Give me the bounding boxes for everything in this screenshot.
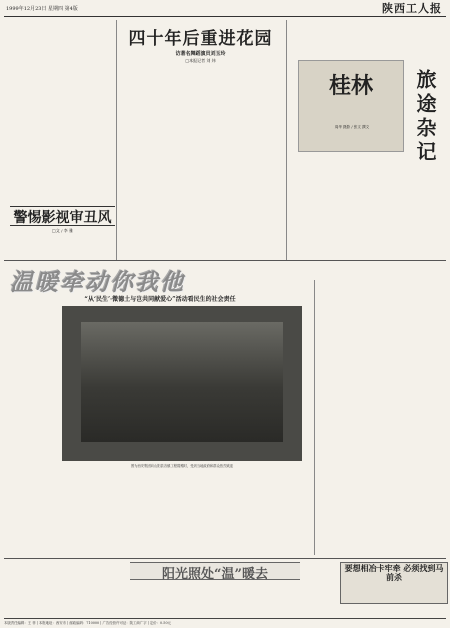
special-body bbox=[62, 472, 302, 556]
column-rule bbox=[116, 20, 117, 260]
article-body-text bbox=[6, 20, 114, 204]
special-photo bbox=[62, 306, 302, 461]
special-subtitle: “从‘民生’·微德土与岂共同献爱心”活动看民生的社会责任 bbox=[84, 296, 236, 303]
section-divider bbox=[4, 260, 446, 261]
bottom-banner: 阳光照处“温”暖去 bbox=[130, 562, 300, 580]
article1-byline: □本报记者 刘 炜 bbox=[185, 58, 216, 63]
bottom-ad-box bbox=[340, 562, 448, 604]
feature-box-title: 桂林 bbox=[328, 73, 373, 99]
feature-photo-box bbox=[298, 60, 404, 152]
bottom-text bbox=[130, 582, 335, 614]
column-rule bbox=[286, 20, 287, 260]
column-rule bbox=[314, 280, 315, 555]
section-divider bbox=[4, 558, 446, 559]
right-column-body bbox=[290, 152, 406, 256]
special-body bbox=[318, 270, 446, 556]
photo-content bbox=[81, 322, 283, 443]
masthead bbox=[4, 2, 446, 17]
article1-subtitle: 访著名舞蹈演员刘玉玲 bbox=[175, 51, 226, 57]
article1-headline: 四十年后重进花园 bbox=[128, 29, 273, 49]
photo-caption: 图为西安集团向山阳县各镇工程捐赠时，受到当地政府和群众热烈欢迎 bbox=[130, 464, 234, 468]
bottom-ad-title: 要想相冶卡牢牵 必须找到马前杀 bbox=[344, 563, 444, 582]
article1-body bbox=[118, 66, 284, 256]
right-column-text bbox=[290, 20, 404, 58]
page-footer: 本版责任编辑：王 菲 | 本报地址：西安市 | 邮政编码：710000 | 广告经营许可证：陕工商广字 | 定价：0.50元 bbox=[4, 618, 446, 627]
issue-date: 1999年12月23日 星期四 第4版 bbox=[6, 6, 78, 12]
bottom-text bbox=[6, 562, 126, 614]
article2-byline: □文 / 李 雅 bbox=[52, 228, 73, 233]
feature-box-signature: 周华 摄影 / 张文 撰文 bbox=[334, 125, 370, 129]
special-title: 温暖牵动你我他 bbox=[10, 269, 185, 296]
paper-name: 陕西工人报 bbox=[382, 2, 442, 15]
right-column-body bbox=[408, 176, 446, 256]
article2-body bbox=[6, 234, 114, 258]
article2-headline: 警惕影视审丑风 bbox=[10, 206, 115, 226]
special-body bbox=[6, 304, 58, 554]
column-title: 旅途杂记 bbox=[413, 69, 437, 165]
